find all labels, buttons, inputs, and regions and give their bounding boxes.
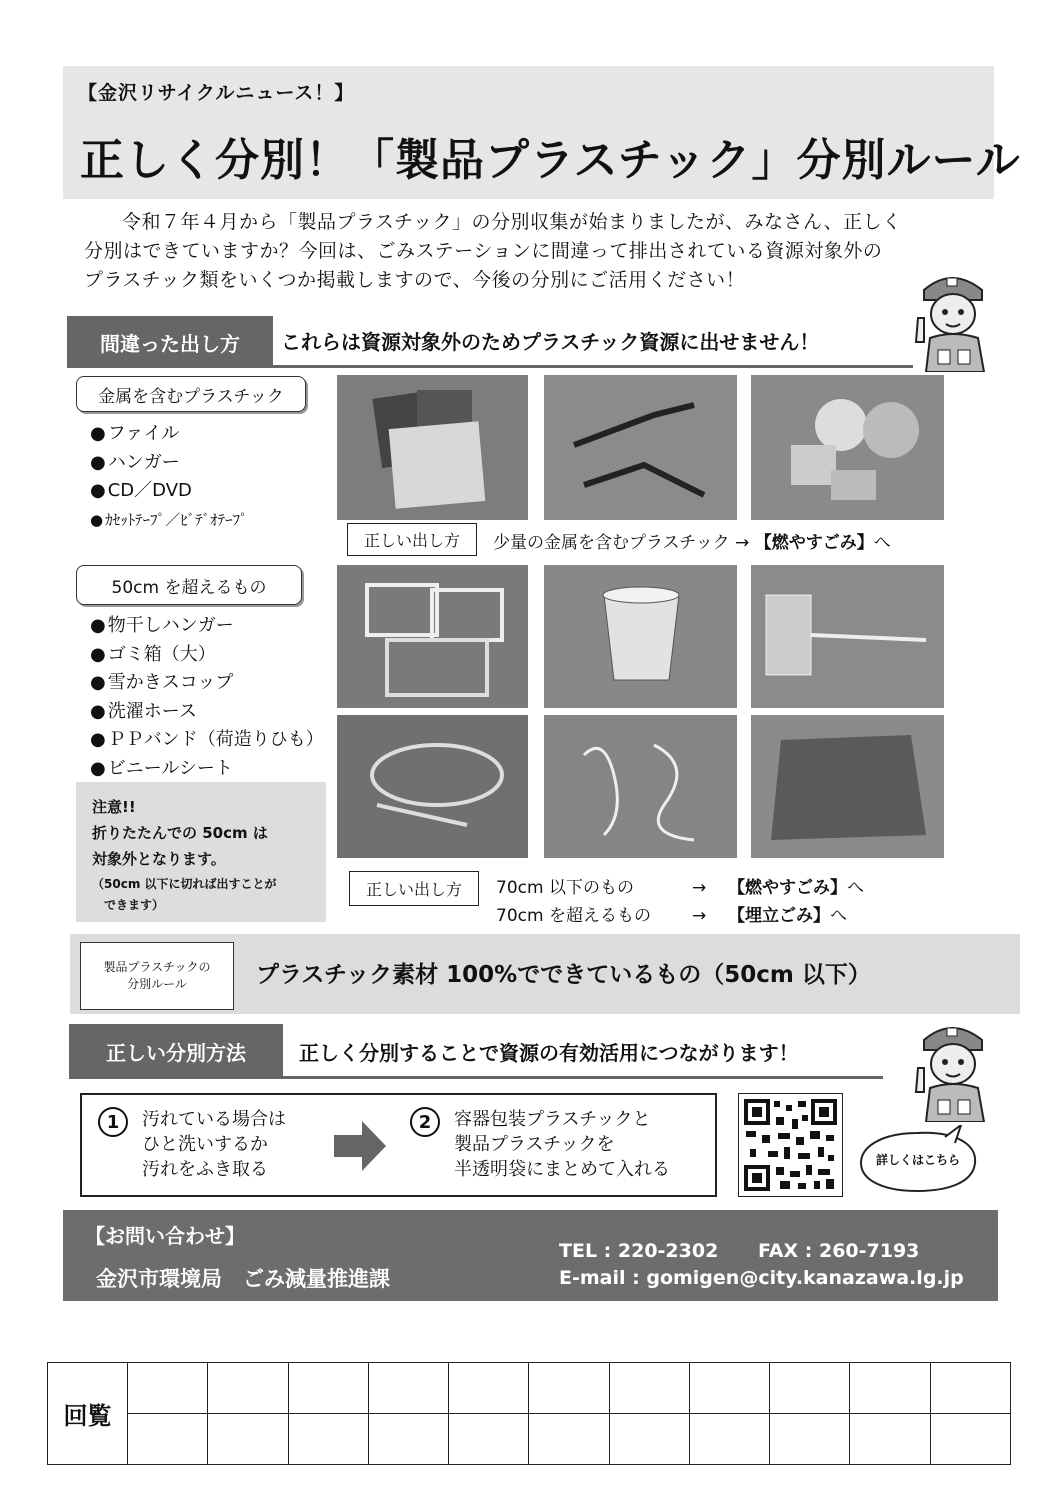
- staff-mascot-icon: [912, 1018, 992, 1122]
- caution-note: [76, 782, 326, 922]
- stamp-cell[interactable]: [449, 1363, 529, 1414]
- caution-title: 注意!!: [92, 798, 136, 816]
- correct-method-label-2: 正しい出し方: [349, 871, 479, 906]
- intro-line-3: プラスチック類をいくつか掲載しますので、今後の分別にご活用ください！: [84, 269, 746, 291]
- photo-snow-shovel: [751, 565, 944, 708]
- caution-line-1: 折りたたんでの 50cm は: [92, 824, 268, 842]
- list-item: ● 物干しハンガー: [90, 612, 324, 641]
- photo-pp-band: [544, 715, 737, 858]
- intro-paragraph: [84, 208, 974, 295]
- stamp-cell[interactable]: [128, 1363, 208, 1414]
- photo-washing-hose: [337, 715, 528, 858]
- contact-band: [63, 1210, 998, 1301]
- stamp-cell[interactable]: [770, 1414, 850, 1465]
- contact-email[interactable]: E-mail : gomigen@city.kanazawa.lg.jp: [559, 1267, 964, 1289]
- stamp-cell[interactable]: [689, 1363, 769, 1414]
- metal-plastic-pill: 金属を含むプラスチック: [76, 376, 306, 412]
- list-item: ● 雪かきスコップ: [90, 669, 324, 698]
- metal-correct-suffix: へ: [873, 533, 891, 553]
- stamp-cell[interactable]: [368, 1363, 448, 1414]
- stamp-cell[interactable]: [770, 1363, 850, 1414]
- newsletter-kicker: 【金沢リサイクルニュース！】: [78, 82, 355, 104]
- rule-70-above: 70cm を超えるもの: [496, 906, 651, 926]
- step-2-line-2: 製品プラスチックを: [454, 1134, 615, 1155]
- qr-code[interactable]: [738, 1093, 843, 1197]
- intro-line-2: 分別はできていますか？今回は、ごみステーションに間違って排出されている資源対象外の: [84, 240, 883, 262]
- photo-trash-can: [544, 565, 737, 708]
- contact-phone-fax: TEL : 220-2302 FAX : 260-7193: [559, 1240, 920, 1262]
- details-bubble[interactable]: [857, 1125, 979, 1197]
- metal-correct-destination: 【燃やすごみ】: [754, 533, 874, 553]
- stamp-cell[interactable]: [288, 1414, 368, 1465]
- step-1-line-2: ひと洗いするか: [142, 1134, 268, 1155]
- stamp-cell[interactable]: [208, 1414, 288, 1465]
- circulation-table: [47, 1362, 1011, 1465]
- sorting-rule-label-2: 分別ルール: [127, 977, 187, 991]
- step-1-line-3: 汚れをふき取る: [142, 1159, 268, 1180]
- photo-laundry-hanger: [337, 565, 528, 708]
- stamp-cell[interactable]: [529, 1363, 609, 1414]
- metal-item-list: [90, 420, 248, 534]
- correct-method-heading: 正しい分別方法: [69, 1024, 283, 1079]
- arrow-icon: →: [692, 878, 707, 898]
- arrow-right-icon: [334, 1121, 386, 1171]
- rule-70-below-suffix: へ: [847, 878, 864, 898]
- sorting-rule-label: [80, 942, 234, 1010]
- rule-70-below: 70cm 以下のもの: [496, 878, 634, 898]
- rule-70-above-dest: 【埋立ごみ】: [728, 906, 830, 926]
- oversize-pill: 50cm を超えるもの: [76, 565, 302, 605]
- rule-70-above-suffix: へ: [830, 906, 847, 926]
- list-item: ● ビニールシート: [90, 755, 324, 784]
- caution-small-1: （50cm 以下に切れば出すことが: [92, 877, 277, 891]
- sorting-rule-band: [70, 934, 1020, 1014]
- stamp-cell[interactable]: [288, 1363, 368, 1414]
- list-item: ● ファイル: [90, 420, 248, 449]
- oversize-correct-rules: [496, 874, 864, 930]
- stamp-cell[interactable]: [208, 1363, 288, 1414]
- stamp-cell[interactable]: [850, 1363, 930, 1414]
- oversize-item-list: [90, 612, 324, 783]
- correct-method-message: 正しく分別することで資源の有効活用につながります！: [299, 1041, 799, 1065]
- rule-70-below-dest: 【燃やすごみ】: [728, 878, 847, 898]
- contact-heading: 【お問い合わせ】: [85, 1224, 245, 1248]
- photo-vinyl-sheet: [751, 715, 944, 858]
- arrow-icon: →: [692, 906, 707, 926]
- photo-file: [337, 375, 528, 520]
- list-item: ● ゴミ箱（大）: [90, 641, 324, 670]
- step-1-text: [142, 1107, 286, 1182]
- sorting-rule-text: プラスチック素材 100%でできているもの（50cm 以下）: [256, 962, 871, 988]
- list-item: ● ＰＰバンド（荷造りひも）: [90, 726, 324, 755]
- photo-cd-dvd: [751, 375, 944, 520]
- stamp-cell[interactable]: [930, 1414, 1010, 1465]
- step-number-1: 1: [98, 1107, 128, 1137]
- stamp-cell[interactable]: [529, 1414, 609, 1465]
- stamp-cell[interactable]: [368, 1414, 448, 1465]
- page-title: 正しく分別！「製品プラスチック」分別ルール: [80, 135, 1021, 186]
- intro-line-1: 令和７年４月から「製品プラスチック」の分別収集が始まりましたが、みなさん、正しく: [122, 211, 902, 233]
- wrong-method-message: これらは資源対象外のためプラスチック資源に出せません！: [281, 330, 820, 354]
- contact-organization: 金沢市環境局 ごみ減量推進課: [96, 1267, 390, 1291]
- metal-correct-text: 少量の金属を含むプラスチック →: [493, 533, 750, 553]
- caution-small-2: できます）: [104, 898, 165, 912]
- stamp-cell[interactable]: [609, 1363, 689, 1414]
- metal-correct-rule: [493, 528, 891, 553]
- correct-method-bar: [69, 1024, 884, 1079]
- divider: [283, 1076, 883, 1079]
- list-item: ● 洗濯ホース: [90, 698, 324, 727]
- wrong-method-label: 間違った出し方: [67, 316, 273, 368]
- details-bubble-text: 詳しくはこちら: [875, 1153, 960, 1167]
- stamp-cell[interactable]: [609, 1414, 689, 1465]
- step-2-line-1: 容器包装プラスチックと: [454, 1109, 651, 1130]
- list-item: ● CD／DVD: [90, 477, 248, 506]
- stamp-cell[interactable]: [449, 1414, 529, 1465]
- step-1-line-1: 汚れている場合は: [142, 1109, 286, 1130]
- caution-line-2: 対象外となります。: [92, 850, 226, 868]
- wrong-method-bar: [67, 316, 905, 368]
- staff-mascot-icon: [912, 268, 992, 372]
- list-item: ● ハンガー: [90, 449, 248, 478]
- step-2-line-3: 半透明袋にまとめて入れる: [454, 1159, 670, 1180]
- stamp-cell[interactable]: [128, 1414, 208, 1465]
- stamp-cell[interactable]: [689, 1414, 769, 1465]
- correct-method-label: 正しい出し方: [347, 523, 477, 556]
- step-number-2: 2: [410, 1107, 440, 1137]
- photo-hanger: [544, 375, 737, 520]
- sorting-steps-box: [80, 1093, 717, 1197]
- divider: [273, 365, 913, 368]
- sorting-rule-label-1: 製品プラスチックの: [103, 960, 211, 974]
- step-2-text: [454, 1107, 670, 1182]
- circulation-label: 回覧: [48, 1363, 128, 1465]
- stamp-cell[interactable]: [930, 1363, 1010, 1414]
- list-item: ● ｶｾｯﾄﾃｰﾌﾟ／ﾋﾞﾃﾞｵﾃｰﾌﾟ: [90, 506, 248, 535]
- stamp-cell[interactable]: [850, 1414, 930, 1465]
